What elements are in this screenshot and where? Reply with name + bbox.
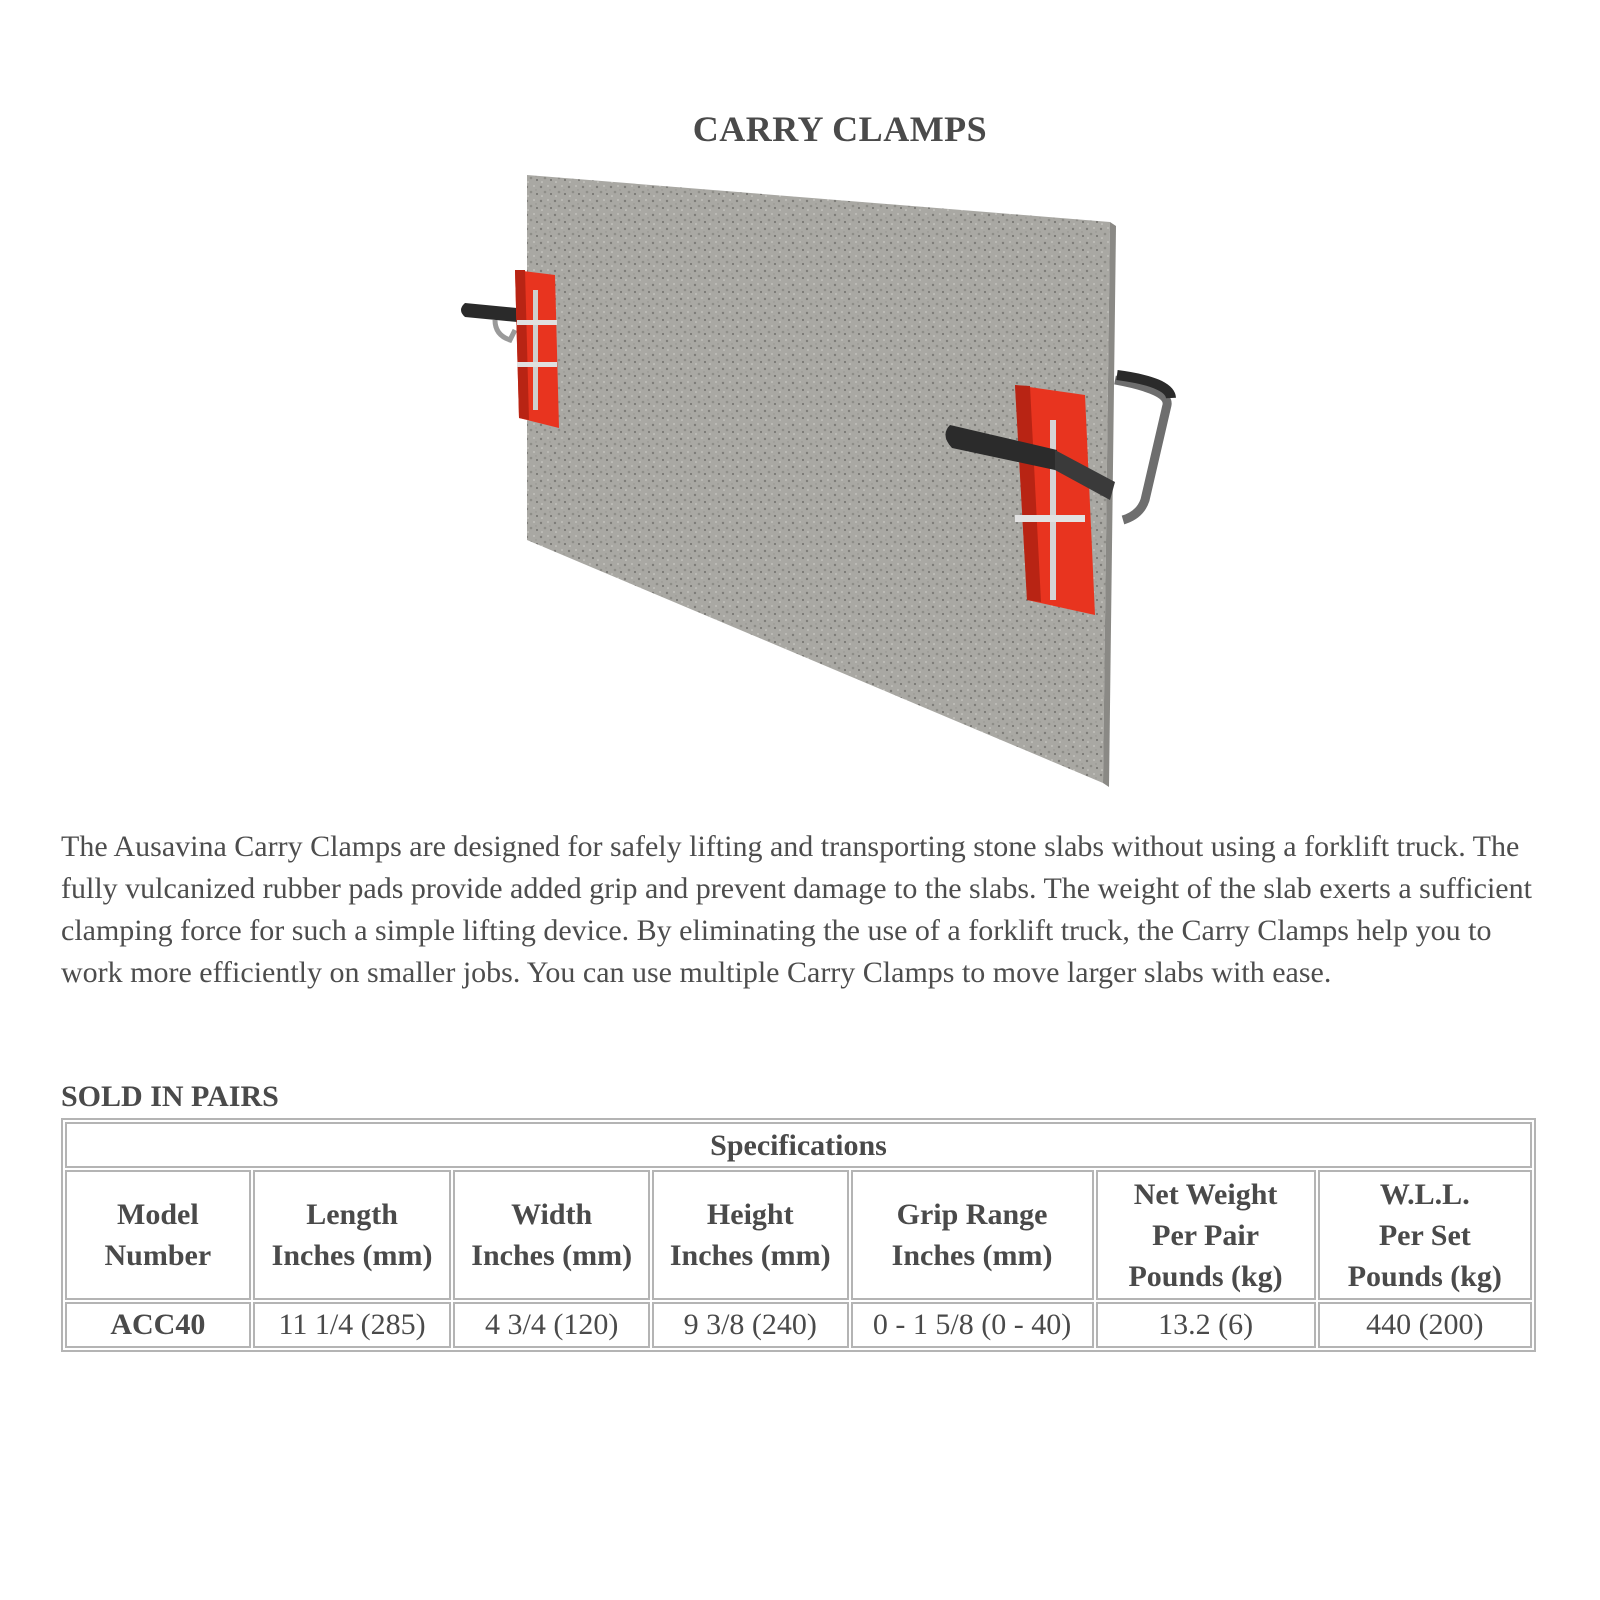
page-title: CARRY CLAMPS: [692, 109, 988, 149]
cell-grip-range: 0 - 1 5/8 (0 - 40): [851, 1302, 1094, 1348]
specifications-table: [61, 1118, 1536, 1352]
table-header-row: [65, 1170, 1532, 1300]
header-net-weight: Net Weight Per Pair Pounds (kg): [1096, 1170, 1316, 1300]
sold-in-pairs-heading: SOLD IN PAIRS: [61, 1080, 279, 1113]
table-row: [65, 1302, 1532, 1348]
header-width: Width Inches (mm): [453, 1170, 650, 1300]
product-description: The Ausavina Carry Clamps are designed for safely lifting and transporting stone slabs without using a forklift truck. The fully vulcanized rubber pads provide added grip and prevent damage to the slabs. The weight of the slab exerts a sufficient clamping force for such a simple lifting device. By eliminating the use of a forklift truck, the Carry Clamps help you to work more efficiently on smaller jobs. You can use multiple Carry Clamps to move larger slabs with ease.: [61, 830, 1532, 989]
header-grip-range: Grip Range Inches (mm): [851, 1170, 1094, 1300]
cell-length: 11 1/4 (285): [253, 1302, 452, 1348]
cell-model-number: ACC40: [65, 1302, 251, 1348]
left-clamp-handle: [461, 303, 517, 322]
cell-wll: 440 (200): [1318, 1302, 1532, 1348]
header-wll: W.L.L. Per Set Pounds (kg): [1318, 1170, 1532, 1300]
header-model-number: Model Number: [65, 1170, 251, 1300]
header-height: Height Inches (mm): [652, 1170, 849, 1300]
cell-net-weight: 13.2 (6): [1096, 1302, 1316, 1348]
table-caption: Specifications: [65, 1122, 1532, 1168]
product-photo-stone-slab-with-carry-clamps: [455, 170, 1185, 795]
cell-height: 9 3/8 (240): [652, 1302, 849, 1348]
header-length: Length Inches (mm): [253, 1170, 452, 1300]
cell-width: 4 3/4 (120): [453, 1302, 650, 1348]
